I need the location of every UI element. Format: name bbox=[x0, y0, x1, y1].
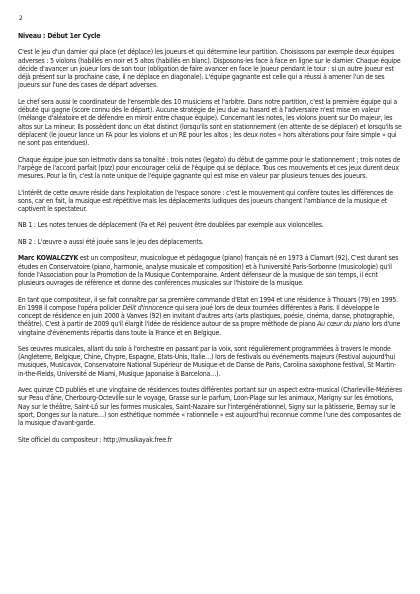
bio-career-text-1: En tant que compositeur, il se fait connaître par sa première commande d'Etat en 1994 et une résidence à Thouars (79) en 1995. En 1998 il compose l'opéra policier bbox=[18, 295, 398, 312]
work-title-delit: Délit d'innocence bbox=[122, 303, 174, 312]
bio-career-text-2: qui sera joué lors de deux tournées différentes à Paris. Il développe le concept de résidence en juin 2000 à Vanves (92) en invitant d'autres arts (arts plastiques, poésie, cinéma, danse, photographie, théâtre). C'est à partir de 2009 qu'il élargit l'idée de résidence autour de sa propre méthode de piano bbox=[18, 303, 395, 329]
paragraph-nb2: NB 2 : L'œuvre a aussi été jouée sans le jeu des déplacements. bbox=[18, 237, 204, 246]
level-heading: Niveau : Début 1er Cycle bbox=[18, 32, 101, 40]
page-number: 2 bbox=[19, 14, 23, 22]
official-site-line[interactable]: Site officiel du compositeur : http://musikayak.free.fr bbox=[18, 435, 173, 444]
paragraph-nb1: NB 1 : Les notes tenues de déplacement (Fa et Ré) peuvent être doublées par exemple aux violoncelles. bbox=[18, 221, 324, 230]
paragraph-leitmotiv: Chaque équipe joue son leitmotiv dans sa tonalité : trois notes (legato) du début de gamme pour le stationnement ; trois notes de l'arpège de l'accord parfait (pizz) pour encourager celui de l'équipe qui se déplace. Tous ces mouvements et ces jeux durent deux mesures. Pour la fin, c'est la note unique de l'équipe gagnante qui est mise en valeur par plusieurs tenues des joueurs. bbox=[18, 155, 401, 181]
document-body bbox=[18, 32, 403, 452]
bio-career-paragraph bbox=[18, 296, 403, 337]
composer-name: Marc KOWALCZYK bbox=[18, 254, 79, 263]
bio-career-text-3: lors d'une vingtaine d'évènements répartis dans toute la France et en Belgique. bbox=[18, 320, 401, 337]
paragraph-interest: L'intérêt de cette œuvre réside dans l'exploitation de l'espace sonore : c'est le mouvement qui confère toutes les différences de sons, car en fait, la musique est répétitive mais les déplacements ludiques des joueurs changent l'ambiance de la musique et captivent le spectateur. bbox=[18, 188, 393, 213]
work-title-piano: Au cœur du piano bbox=[317, 320, 370, 329]
bio-works-paragraph: Ses œuvres musicales, allant du solo à l'orchestre en passant par la voix, sont régulièrement programmées à travers le monde (Angleterre, Belgique, Chine, Chypre, Espagne, Etats-Unis, Italie…) lors de festivals ou événements majeurs (Festival aujourd'hui musiques, Musicavox, Conservatoire National Supérieur de Musique et de Danse de Paris, Carolina saxophone festival, St Martin-in-the-Fields, Université de Miami, Musique Japonaise à Barcelona…). bbox=[18, 344, 396, 378]
paragraph-conductor: Le chef sera aussi le coordinateur de l'ensemble des 10 musiciens et l'arbitre. Dans notre partition, c'est la première équipe qui a débuté qui gagne (score connu dès le départ). Aucune stratégie de jeu due au hasard et à l'adversaire n'est mise en valeur (mélange d'aléatoire et de défendre en miroir entre chaque équipe). Concernant les notes, les violons jouent sur Do majeur, les altos sur La mineur. Ils possèdent donc un état distinct (lorsqu'ils sont en stationnement (en attente de se déplacer) et lorsqu'ils se déplacent (le joueur lance un FA pour les violons et un RE pour les altos ; les deux notes « hors altérations pour faire simple » qui ne sont pas entendues). bbox=[18, 97, 402, 148]
bio-intro-paragraph bbox=[18, 254, 403, 287]
bio-residences-paragraph: Avec quinze CD publiés et une vingtaine de résidences toutes différentes portant sur un aspect extra-musical (Charleville-Mézières sur Peau d'âne, Cherbourg-Octeville sur le voyage, Grasse sur le parfum, Loon-Plage sur les animaux, Marigny sur les émotions, Nay sur le théâtre, Saint-Lô sur les formes musicales, Saint-Nazaire sur l'intergénérationnel, Signy sur la pâtisserie, Bernay sur le sport, Donges sur la nature…) son esthétique nommée « rationnelle » est aujourd'hui reconnue comme l'une des composantes de la musique d'avant-garde. bbox=[18, 386, 402, 428]
bio-intro-text: est un compositeur, musicologue et pédagogue (piano) français né en 1973 à Clamart (92). C'est durant ses études en Conservatoire (piano, harmonie, analyse musicale et composition) et à l'université Paris-Sorbonne (musicologie) qu'il fonde l'Association pour la Promotion de la Musique Contemporaine. Ardent défenseur de la musique de son temps, il écrit plusieurs ouvrages de référence et donne des conférences musicales sur l'histoire de la musique. bbox=[18, 254, 399, 288]
paragraph-game-description: C'est le jeu d'un damier qui place (et déplace) les joueurs et qui détermine leur partition. Choisissons par exemple deux équipes adverses : 5 violons (habillés en noir et 5 altos (habillés en blanc). Disposons-les face à face en ligne sur le damier. Chaque équipe décide d'avancer un joueur lors de son tour (obligation de faire avancer en face le joueur pendant le tour : si un autre joueur est déjà présent sur la prochaine case, il ne déplace en diagonale). L'équipe gagnante est celle qui a réussi à amener l'un de ses joueurs sur l'une des cases de départ adverses. bbox=[18, 48, 401, 90]
